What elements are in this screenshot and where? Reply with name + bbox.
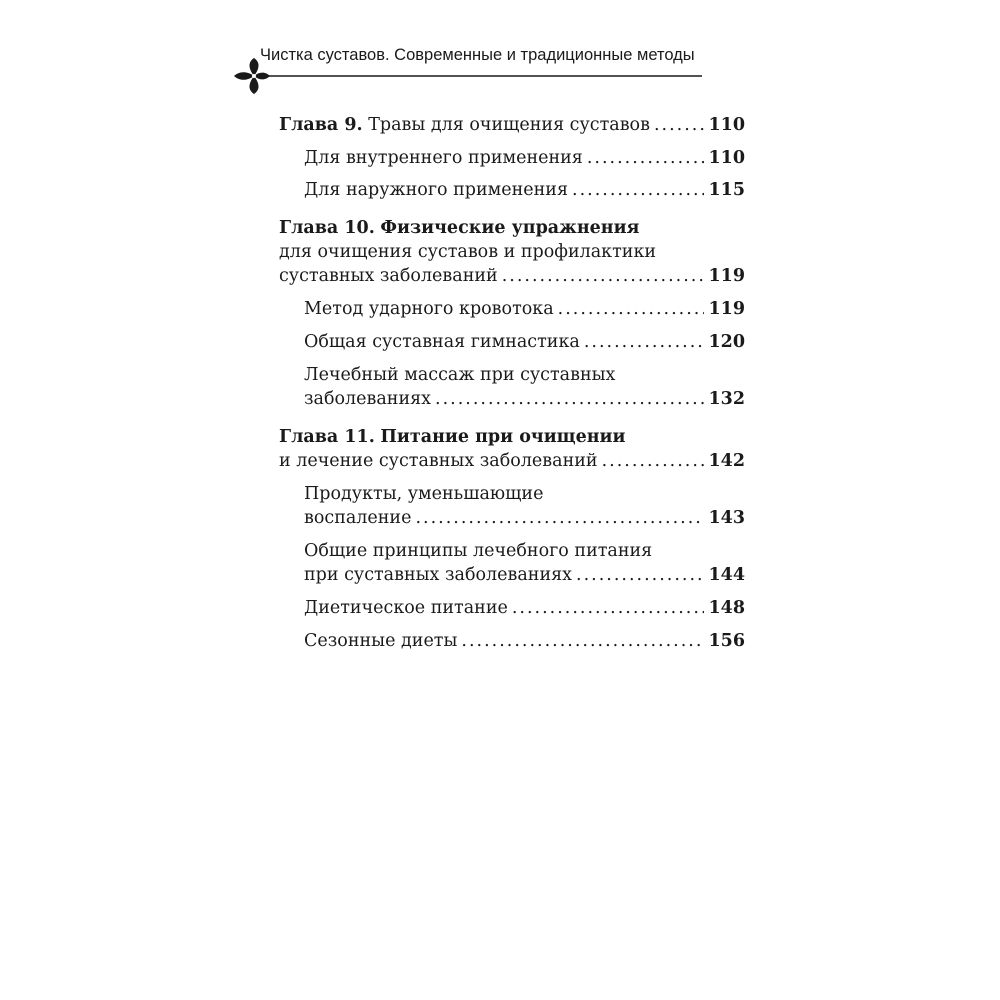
toc-subentry <box>304 539 745 587</box>
subentry-title-line: при суставных заболеваниях <box>304 565 573 585</box>
subentry-title: Диетическое питание <box>304 598 508 618</box>
toc-subentry-last-line <box>304 563 745 587</box>
dot-leader <box>572 178 704 202</box>
page-number: 148 <box>708 598 745 618</box>
toc-subentry <box>304 146 745 170</box>
toc-subentry <box>304 482 745 530</box>
toc-subentry-last-line <box>304 387 745 411</box>
toc-sub-list <box>279 482 745 653</box>
page-number: 144 <box>708 565 745 585</box>
chapter-title-line: и лечение суставных заболеваний <box>279 451 598 471</box>
table-of-contents <box>279 113 745 665</box>
toc-entry <box>279 264 745 288</box>
page-number: 110 <box>708 148 745 168</box>
toc-sub-list <box>279 297 745 411</box>
subentry-title-line: Общие принципы лечебного питания <box>304 541 653 561</box>
toc-sub-list <box>279 146 745 202</box>
dot-leader <box>602 449 705 473</box>
page-number: 119 <box>708 299 745 319</box>
toc-subentry <box>304 330 745 354</box>
toc-subentry <box>304 363 745 411</box>
page-number: 142 <box>708 451 745 471</box>
chapter-title: Физические упражнения <box>380 218 640 238</box>
page-number: 110 <box>708 115 745 135</box>
dot-leader <box>584 330 705 354</box>
chapter-title-line: суставных заболеваний <box>279 266 498 286</box>
toc-subentry <box>304 178 745 202</box>
subentry-title-line: Продукты, уменьшающие <box>304 484 544 504</box>
toc-chapter-9 <box>279 113 745 202</box>
chapter-number: Глава 9. <box>279 115 363 135</box>
subentry-title: Общая суставная гимнастика <box>304 332 580 352</box>
chapter-title-line: для очищения суставов и профилактики <box>279 242 657 262</box>
page-number: 120 <box>708 332 745 352</box>
toc-chapter-10 <box>279 216 745 411</box>
page-number: 119 <box>708 266 745 286</box>
chapter-title: Питание при очищении <box>380 427 626 447</box>
subentry-title: Метод ударного кровотока <box>304 299 554 319</box>
dot-leader <box>415 506 704 530</box>
toc-subentry-last-line <box>304 506 745 530</box>
chapter-number: Глава 10. <box>279 218 375 238</box>
dot-leader <box>654 113 705 137</box>
book-title: Чистка суставов. Современные и традиционные методы <box>260 46 695 64</box>
page-number: 143 <box>708 508 745 528</box>
chapter-number: Глава 11. <box>279 427 375 447</box>
dot-leader <box>558 297 705 321</box>
chapter-title: Травы для очищения суставов <box>368 115 650 135</box>
toc-subentry <box>304 297 745 321</box>
subentry-title: Сезонные диеты <box>304 631 458 651</box>
page-number: 115 <box>708 180 745 200</box>
dot-leader <box>502 264 705 288</box>
toc-subentry <box>304 596 745 620</box>
page-number: 132 <box>708 389 745 409</box>
chapter-title-line <box>279 425 745 449</box>
dot-leader <box>461 629 704 653</box>
page-number: 156 <box>708 631 745 651</box>
toc-entry <box>279 113 745 137</box>
toc-entry <box>279 449 745 473</box>
subentry-title-line: воспаление <box>304 508 412 528</box>
dot-leader <box>512 596 705 620</box>
toc-subentry <box>304 629 745 653</box>
dot-leader <box>435 387 704 411</box>
subentry-title-line: заболеваниях <box>304 389 432 409</box>
subentry-title: Для наружного применения <box>304 180 568 200</box>
running-header <box>232 44 702 94</box>
subentry-title: Для внутреннего применения <box>304 148 583 168</box>
dot-leader <box>576 563 704 587</box>
chapter-title-line <box>279 216 745 240</box>
toc-chapter-11 <box>279 425 745 653</box>
dot-leader <box>587 146 705 170</box>
subentry-title-line: Лечебный массаж при суставных <box>304 365 616 385</box>
